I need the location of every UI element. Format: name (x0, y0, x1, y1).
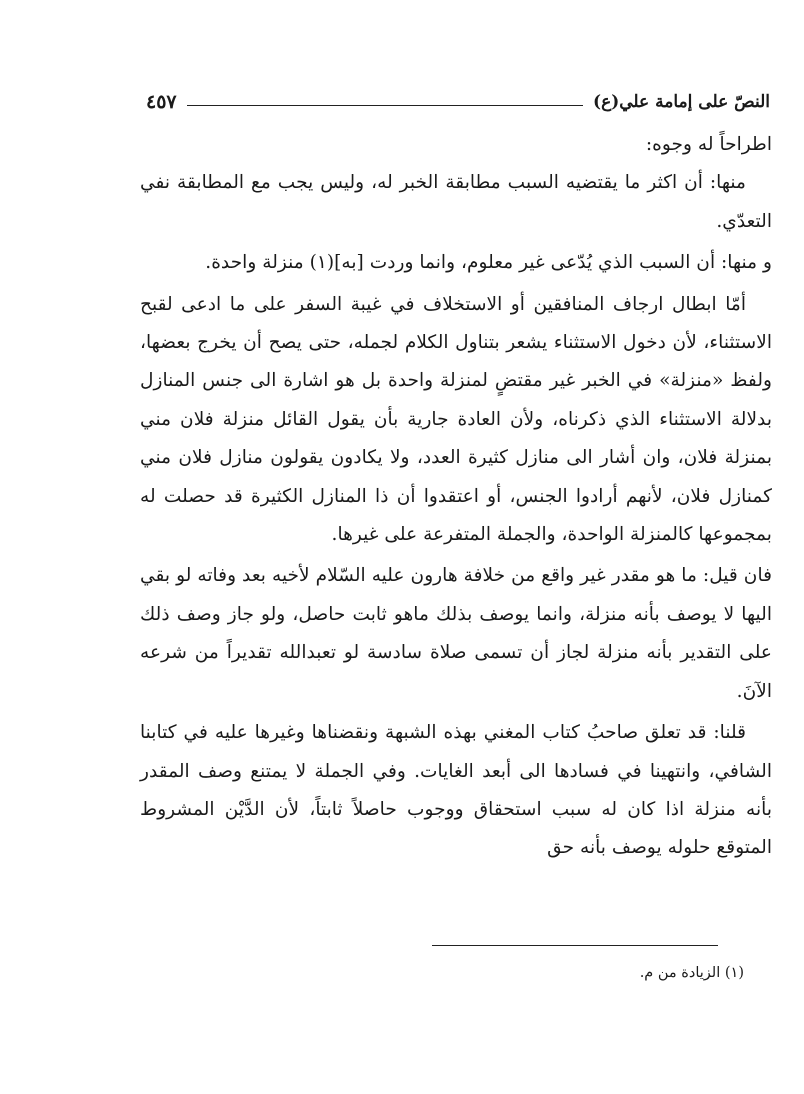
header-rule (187, 105, 583, 106)
page-number: ٤٥٧ (146, 91, 177, 113)
paragraph: و منها: أن السبب الذي يُدّعى غير معلوم، وانما وردت [به](١) منزلة واحدة. (205, 252, 772, 274)
page-body (140, 126, 772, 868)
paragraph: منها: أن اكثر ما يقتضيه السبب مطابقة الخبر له، وليس يجب مع المطابقة نفي التعدّي. (140, 172, 772, 232)
paragraph: اطراحاً له وجوه: (645, 134, 772, 155)
footnote: (١) الزيادة من م. (639, 965, 744, 981)
header-title: النصّ على إمامة علي(ع) (593, 92, 770, 112)
running-header (146, 86, 770, 118)
paragraph: قلنا: قد تعلق صاحبُ كتاب المغني بهذه الشبهة ونقضناها وغيرها عليه في كتابنا الشافي، وانتهينا في فسادها الى أبعد الغايات. وفي الجملة لا يمتنع وصف المقدر بأنه منزلة اذا كان له سبب استحقاق ووجوب حاصلاً ثابتاً، لأن الدَّيْن المشروط المتوقع حلوله يوصف بأنه حق (140, 722, 772, 859)
paragraph: أمّا ابطال ارجاف المنافقين أو الاستخلاف في غيبة السفر على ما ادعى لقبح الاستثناء، لأن دخول الاستثناء يشعر بتناول الكلام لجمله، حتى يصح أن يخرج بعضها، ولفظ «منزلة» في الخبر غير مقتضٍ لمنزلة واحدة بل هو اشارة الى جنس المنازل بدلالة الاستثناء الذي ذكرناه، ولأن العادة جارية بأن يقول القائل منزلة فلان مني بمنزلة فلان، وان أشار الى منازل كثيرة العدد، ولا يكادون يقولون منازل فلان مني كمنازل فلان، لأنهم أرادوا الجنس، أو اعتقدوا أن ذا المنازل الكثيرة قد حصلت له بمجموعها كالمنزلة الواحدة، والجملة المتفرعة على غيرها. (140, 293, 772, 546)
paragraph: فان قيل: ما هو مقدر غير واقع من خلافة هارون عليه السّلام لأخيه بعد وفاته لو بقي اليها لا يوصف بأنه منزلة، وانما يوصف بذلك ماهو ثابت حاصل، ولو جاز وصف ذلك على التقدير بأنه منزلة لجاز أن تسمى صلاة سادسة لو تعبدالله تقديراً من شرعه الآنَ. (140, 565, 772, 702)
footnote-divider (432, 945, 718, 946)
